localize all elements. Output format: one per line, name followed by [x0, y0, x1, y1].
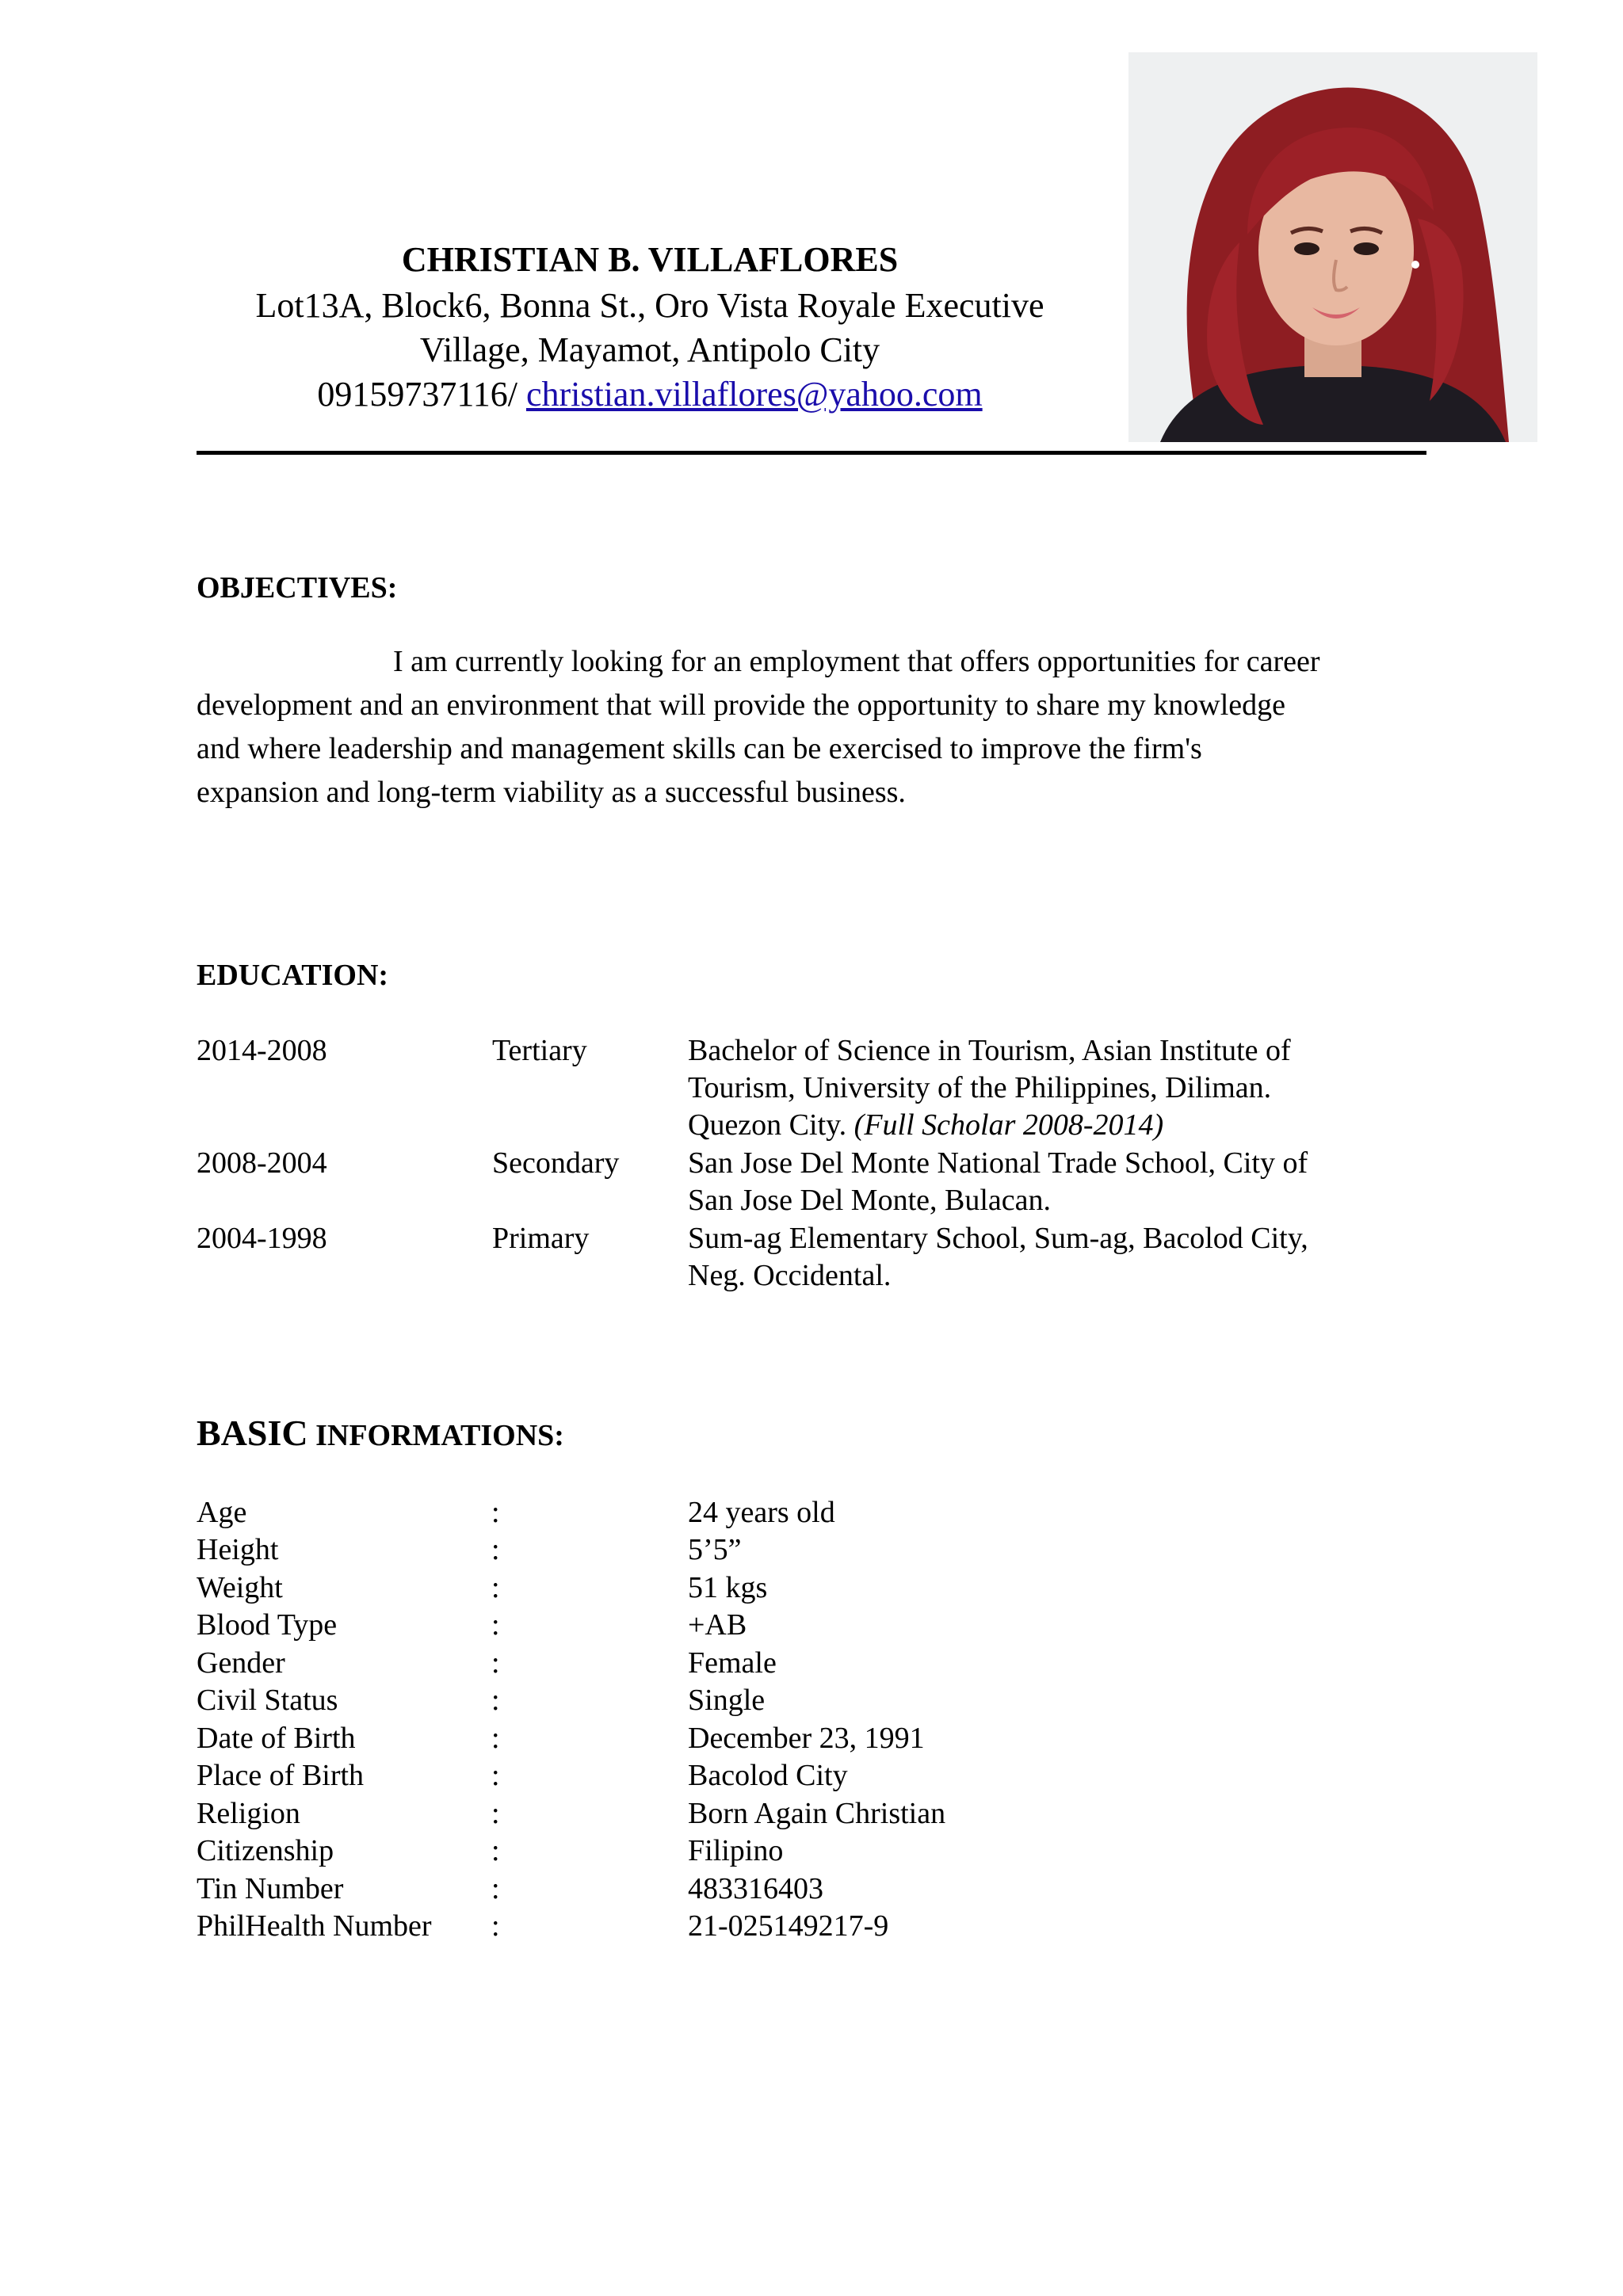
objectives-paragraph: [197, 640, 1433, 814]
address-line-1: Lot13A, Block6, Bonna St., Oro Vista Royale Executive: [255, 286, 1044, 325]
info-label: Weight: [197, 1571, 283, 1604]
scholar-note: (Full Scholar 2008-2014): [854, 1108, 1164, 1142]
info-value: 483316403: [688, 1872, 823, 1905]
info-colon: :: [491, 1496, 500, 1529]
info-label: Tin Number: [197, 1872, 344, 1905]
info-label: Height: [197, 1533, 279, 1566]
info-row-height: [197, 1531, 1433, 1569]
info-row-philhealth-number: [197, 1908, 1433, 1945]
education-line: Bachelor of Science in Tourism, Asian Institute of: [688, 1034, 1291, 1067]
education-line: San Jose Del Monte, Bulacan.: [688, 1184, 1052, 1217]
info-label: Gender: [197, 1646, 285, 1680]
education-description: [688, 1145, 1433, 1219]
info-value: 24 years old: [688, 1496, 835, 1529]
applicant-name: CHRISTIAN B. VILLAFLORES: [401, 240, 899, 279]
education-level: Secondary: [492, 1146, 620, 1180]
objectives-line: I am currently looking for an employment that offers opportunities for career: [393, 645, 1320, 678]
info-label: Place of Birth: [197, 1759, 365, 1792]
email-link[interactable]: christian.villaflores@yahoo.com: [525, 375, 983, 414]
info-row-age: [197, 1494, 1433, 1531]
info-colon: :: [491, 1571, 500, 1604]
info-row-blood-type: [197, 1607, 1433, 1644]
basic-info-heading-rest: INFORMATIONS:: [307, 1419, 564, 1452]
objectives-line: development and an environment that will provide the opportunity to share my knowledge: [197, 688, 1286, 722]
info-value: Female: [688, 1646, 777, 1680]
education-level: Primary: [492, 1222, 590, 1255]
info-row-place-of-birth: [197, 1757, 1433, 1794]
info-value: 51 kgs: [688, 1571, 768, 1604]
info-label: Citizenship: [197, 1834, 334, 1867]
info-value: Single: [688, 1684, 766, 1717]
info-row-civil-status: [197, 1682, 1433, 1719]
education-level: Tertiary: [492, 1034, 587, 1067]
contact-line: [143, 372, 1157, 417]
info-value: +AB: [688, 1608, 747, 1642]
address-line-2: Village, Mayamot, Antipolo City: [419, 330, 880, 369]
education-description: [688, 1032, 1433, 1144]
info-value: 5’5”: [688, 1533, 742, 1566]
info-row-religion: [197, 1795, 1433, 1833]
info-value: Filipino: [688, 1834, 784, 1867]
info-row-weight: [197, 1569, 1433, 1607]
info-colon: :: [491, 1872, 500, 1905]
education-years: 2008-2004: [197, 1146, 327, 1180]
phone-number: 09159737116/: [317, 375, 526, 414]
education-heading: EDUCATION:: [197, 959, 389, 992]
info-label: PhilHealth Number: [197, 1909, 432, 1943]
info-colon: :: [491, 1834, 500, 1867]
education-years: 2004-1998: [197, 1222, 327, 1255]
info-label: Date of Birth: [197, 1722, 356, 1755]
education-line-last: [688, 1107, 1433, 1144]
info-label: Civil Status: [197, 1684, 338, 1717]
info-value: Bacolod City: [688, 1759, 848, 1792]
education-line: San Jose Del Monte National Trade School, City of: [688, 1146, 1308, 1180]
info-label: Blood Type: [197, 1608, 338, 1642]
info-value: December 23, 1991: [688, 1722, 925, 1755]
basic-info-heading-big: BASIC: [197, 1413, 308, 1453]
info-colon: :: [491, 1722, 500, 1755]
info-label: Age: [197, 1496, 247, 1529]
profile-photo: [1128, 52, 1537, 442]
header-divider: [197, 451, 1426, 455]
objectives-heading: OBJECTIVES:: [197, 571, 398, 605]
info-colon: :: [491, 1533, 500, 1566]
education-line: Sum-ag Elementary School, Sum-ag, Bacolod City,: [688, 1222, 1308, 1255]
info-row-date-of-birth: [197, 1720, 1433, 1757]
education-years: 2014-2008: [197, 1034, 327, 1067]
info-colon: :: [491, 1909, 500, 1943]
info-colon: :: [491, 1608, 500, 1642]
objectives-line: expansion and long-term viability as a successful business.: [197, 776, 906, 809]
info-row-tin-number: [197, 1871, 1433, 1908]
info-value: 21-025149217-9: [688, 1909, 889, 1943]
education-line-text: Quezon City.: [688, 1108, 854, 1142]
info-colon: :: [491, 1759, 500, 1792]
info-label: Religion: [197, 1797, 300, 1830]
education-line: Neg. Occidental.: [688, 1259, 892, 1292]
education-description: [688, 1220, 1433, 1295]
info-row-gender: [197, 1645, 1433, 1682]
objectives-line: and where leadership and management skills can be exercised to improve the firm's: [197, 732, 1202, 765]
info-row-citizenship: [197, 1833, 1433, 1870]
info-colon: :: [491, 1797, 500, 1830]
info-colon: :: [491, 1684, 500, 1717]
info-colon: :: [491, 1646, 500, 1680]
education-line: Tourism, University of the Philippines, Diliman.: [688, 1071, 1272, 1104]
info-value: Born Again Christian: [688, 1797, 946, 1830]
basic-info-heading: [197, 1414, 564, 1455]
